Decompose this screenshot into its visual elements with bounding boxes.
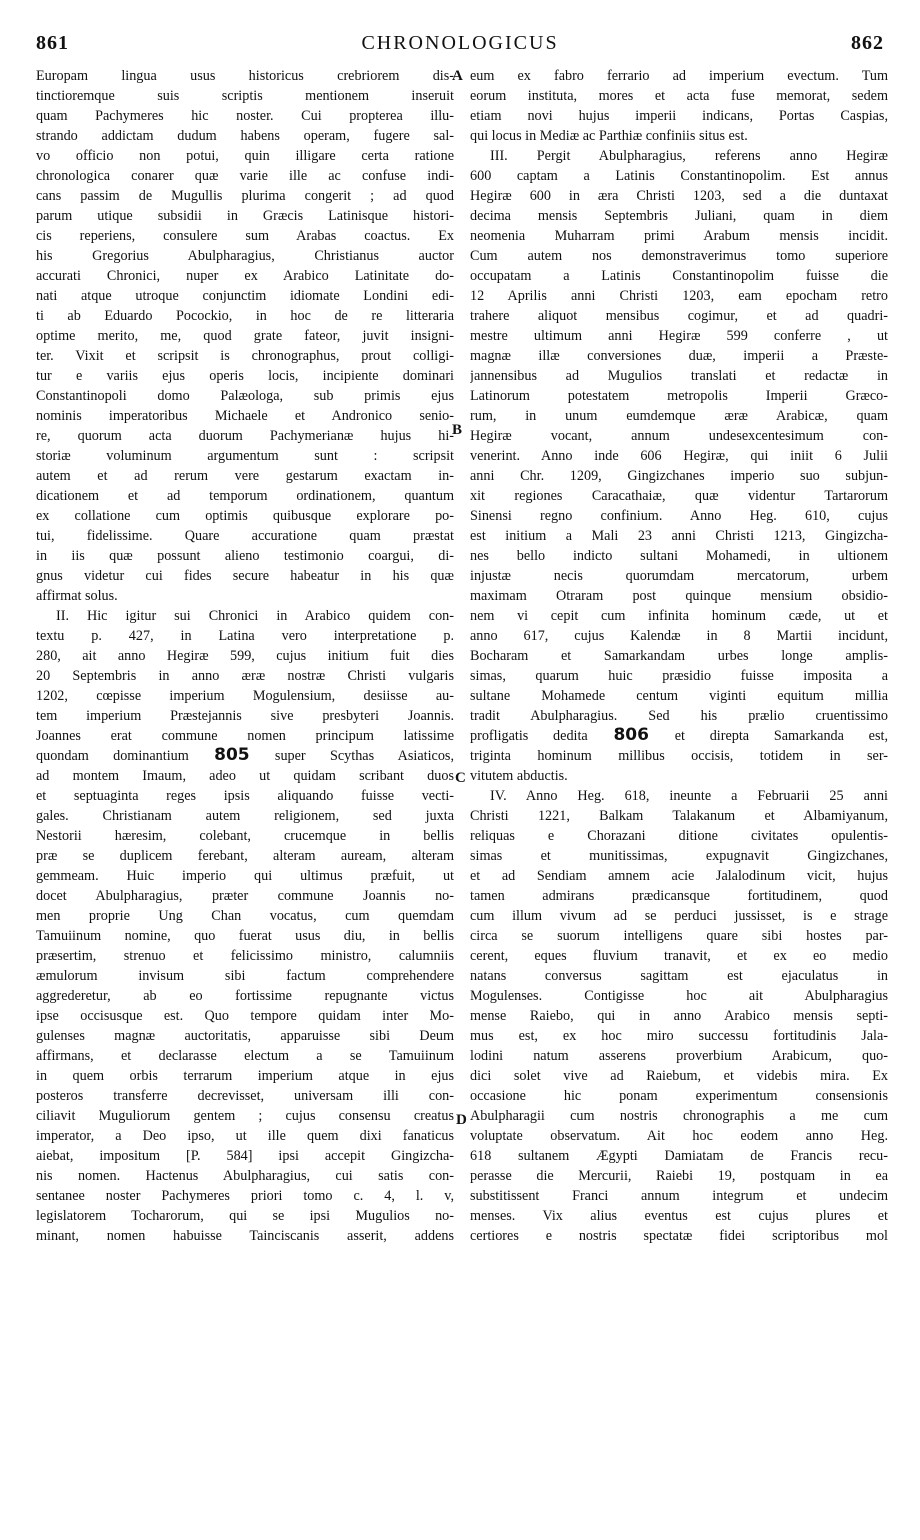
text-line: cerent, eques fluvium tranavit, et ex eo medio (470, 948, 888, 964)
text-line: optime merito, me, quod grate fateor, juvit insigni- (36, 328, 454, 344)
text-line: re, quorum acta duorum Pachymerianæ hujus hi- (36, 428, 454, 444)
text-line: æmulorum invisum sibi factum comprehendere (36, 968, 454, 984)
text-line: strando addictam dudum habens operam, fugere sal- (36, 128, 454, 144)
text-line: II. Hic igitur sui Chronici in Arabico quidem con- (56, 608, 454, 624)
left-text-column (36, 66, 454, 1246)
text-line: Sinensi regno confinium. Anno Heg. 610, cujus (470, 508, 888, 524)
text-line: Abulpharagii cum nostris chronographis a me cum (470, 1108, 888, 1124)
text-line: cans passim de Mugullis plurima congerit ; ad quod (36, 188, 454, 204)
margin-letter-b: B (452, 422, 463, 438)
text-line: lodini natum asserens proverbium Arabicum, quo- (470, 1048, 888, 1064)
text-line: occupatam a Latinis Constantinopolim fuisse die (470, 268, 888, 284)
text-line: dici solet vive ad Raiebum, et videbis mira. Ex (470, 1068, 888, 1084)
text-line: sultane Mohamede centum viginti equitum millia (470, 688, 888, 704)
text-line: accurati Chronici, nuper ex Arabico Latinitate do- (36, 268, 454, 284)
text-line: decima mensis Septembris Juliani, quam in diem (470, 208, 888, 224)
text-line (36, 746, 454, 766)
text-line: præ se duplicem ferebant, alteram auream, alteram (36, 848, 454, 864)
text-line: Constantinopoli domo Palæologa, sub primis ejus (36, 388, 454, 404)
text-line: storiæ voluminum argumentum sunt : scripsit (36, 448, 454, 464)
text-line: 1202, cœpisse imperium Mogulensium, desiisse au- (36, 688, 454, 704)
text-line: ex collatione cum optimis quibusque explorare po- (36, 508, 454, 524)
text-fragment: quondam dominantium (36, 748, 214, 764)
text-line: Tamuiinum nomine, quo fuerat usus diu, in bellis (36, 928, 454, 944)
text-line: 618 sultanem Ægypti Damiatam de Francis recu- (470, 1148, 888, 1164)
text-line: natans conversus sagittam est ejaculatus in (470, 968, 888, 984)
text-line: Hegiræ vocant, annum undesexcentesimum con- (470, 428, 888, 444)
text-line: ter. Vixit et scripsit is chronographus, prout colligi- (36, 348, 454, 364)
text-line: triginta hominum millibus occisis, totidem in ser- (470, 748, 888, 764)
text-line: IV. Anno Heg. 618, ineunte a Februarii 25 anni (490, 788, 888, 804)
text-line: gemmeam. Huic imperio qui ultimus præfuit, ut (36, 868, 454, 884)
text-line: Bocharam et Samarkandam urbes longe amplis- (470, 648, 888, 664)
text-line: occasione hic ponam experimentum consensionis (470, 1088, 888, 1104)
text-line: ipse occisusque est. Quo tempore quidam inter Mo- (36, 1008, 454, 1024)
text-line: posteros transferre decrevisset, universam illi con- (36, 1088, 454, 1104)
text-line: injustæ necis quorumdam mercatorum, urbem (470, 568, 888, 584)
text-line: chronologica conarer quæ varie ille ac confuse indi- (36, 168, 454, 184)
text-line: tur e variis ejus operis locis, incipiente dominari (36, 368, 454, 384)
text-line: Latinorum potestatem metropolis Imperii Græco- (470, 388, 888, 404)
text-line: maximam Otraram post quinque mensium obsidio- (470, 588, 888, 604)
text-line: mestre ultimum anni Hegiræ 599 conferre , ut (470, 328, 888, 344)
margin-letter-d: D (456, 1112, 467, 1128)
text-line: mense Raiebo, qui in anno Arabico mensis septi- (470, 1008, 888, 1024)
text-line: Joannes erat commune nomen principum latissime (36, 728, 454, 744)
text-line: in quem orbis terrarum imperium atque in ejus (36, 1068, 454, 1084)
text-line: men proprie Ung Chan vocatus, cum quemdam (36, 908, 454, 924)
text-line: 20 Septembris in anno æræ nostræ Christi vulgaris (36, 668, 454, 684)
text-line: tamen admirans prædicansque fortitudinem, quod (470, 888, 888, 904)
text-line: tui, fidelissime. Quare accuratione quam præstat (36, 528, 454, 544)
text-line: circa se suorum intelligens quare sibi hostes par- (470, 928, 888, 944)
text-line: gulenses magnæ auctoritatis, apparuisse sibi Deum (36, 1028, 454, 1044)
text-line: venerint. Anno inde 606 Hegiræ, qui iniit 6 Julii (470, 448, 888, 464)
text-line: sentanee noster Pachymeres priori tomo c. 4, l. v, (36, 1188, 454, 1204)
running-head (36, 32, 884, 62)
text-line: magnæ illæ conversiones duæ, imperii a Præste- (470, 348, 888, 364)
text-line: perasse die Mercurii, Raiebi 19, postquam in ea (470, 1168, 888, 1184)
text-line: simas, quarum huic præsidio fuisse imposita a (470, 668, 888, 684)
text-line: aggrederetur, ab eo fortissime repugnante victus (36, 988, 454, 1004)
margin-letter-c: C (455, 770, 466, 786)
margin-letter-a: A (452, 68, 463, 84)
page-number-left: 861 (36, 32, 69, 54)
text-line: textu p. 427, in Latina vero interpretatione p. (36, 628, 454, 644)
text-line: nem vi cepit cum infinita hominum cæde, ut et (470, 608, 888, 624)
text-line: 600 captam a Latinis Constantinopolim. Est annus (470, 168, 888, 184)
running-title: CHRONOLOGICUS (361, 32, 559, 54)
text-line: Hegiræ 600 in æra Christi 1203, sed a die duntaxat (470, 188, 888, 204)
text-line: eum ex fabro ferrario ad imperium evectum. Tum (470, 68, 888, 84)
text-line: nominis imperatoribus Michaele et Andronico senio- (36, 408, 454, 424)
text-line: 12 Aprilis anni Christi 1203, eam epocham retro (470, 288, 888, 304)
text-line (470, 726, 888, 746)
text-line: præsertim, strenuo et felicissimo ministro, calumniis (36, 948, 454, 964)
text-line: tradit Abulpharagius. Sed his prælio cruentissimo (470, 708, 888, 724)
text-line: et ad Sendiam amnem acie Jalalodinum vicit, hujus (470, 868, 888, 884)
text-fragment: super Scythas Asiaticos, (250, 748, 454, 764)
text-fragment: profligatis dedita (470, 728, 613, 744)
column-number-marker: 805 (214, 746, 250, 765)
text-line: nati atque utroque conjunctim idiomate Londini edi- (36, 288, 454, 304)
text-line: nis nomen. Hactenus Abulpharagius, cui satis con- (36, 1168, 454, 1184)
text-line: rum, in unum eumdemque æræ Arabicæ, quam (470, 408, 888, 424)
text-line: Mogulenses. Contigisse hoc ait Abulpharagius (470, 988, 888, 1004)
page-number-right: 862 (851, 32, 884, 54)
text-line: in iis quæ possunt alieno testimonio coargui, di- (36, 548, 454, 564)
text-line: anni Chr. 1209, Gingizchanes imperio suo subjun- (470, 468, 888, 484)
text-line: cis reperiens, consulere sum Arabas coactus. Ex (36, 228, 454, 244)
text-line: imperator, a Deo ipso, ut ille quem dixi fanaticus (36, 1128, 454, 1144)
text-line: xit regiones Caracathaiæ, quæ videntur Tartarorum (470, 488, 888, 504)
text-line: certiores e nostris spectatæ fidei scriptoribus mol (470, 1228, 888, 1244)
text-line: simas et munitissimas, expugnavit Gingizchanes, (470, 848, 888, 864)
text-line: docet Abulpharagius, præter commune Joannis no- (36, 888, 454, 904)
text-line: trahere aliquot mensibus cogimur, et ad quadri- (470, 308, 888, 324)
text-line: ad montem Imaum, adeo ut quidam scribant duos (36, 768, 454, 784)
text-line: ciliavit Muguliorum gentem ; cujus consensu creatus (36, 1108, 454, 1124)
text-line: dicationem et ad temporum ordinationem, quantum (36, 488, 454, 504)
text-line: affirmat solus. (36, 588, 118, 604)
text-line: et septuaginta reges ipsis aliquando fuisse vecti- (36, 788, 454, 804)
text-line: minant, nomen habuisse Tainciscanis asserit, addens (36, 1228, 454, 1244)
text-line: vo officio non potui, quin illigare certa ratione (36, 148, 454, 164)
text-line: cum illum vivum ad se perduci jussisset, is e strage (470, 908, 888, 924)
text-line: tinctioremque suis scriptis mentionem inseruit (36, 88, 454, 104)
text-line: quam Pachymeres hic noster. Cui propterea illu- (36, 108, 454, 124)
text-line: autem et ad rerum vere gestarum exactam in- (36, 468, 454, 484)
text-line: Nestorii hæresim, colebant, crucemque in bellis (36, 828, 454, 844)
text-line: gnus videtur cui fides secure habeatur in his quæ (36, 568, 454, 584)
column-number-marker: 806 (613, 726, 649, 745)
text-line: ti ab Eduardo Pocockio, in hoc de re litteraria (36, 308, 454, 324)
text-line: menses. Vix alius eventus est cujus plures et (470, 1208, 888, 1224)
text-fragment: et direpta Samarkanda est, (649, 728, 888, 744)
text-line: tem imperium Præstejannis sive presbyteri Joannis. (36, 708, 454, 724)
text-line: Cum autem nos demonstraverimus tomo superiore (470, 248, 888, 264)
text-line: est initium a Mali 23 anni Christi 1213, Gingizcha- (470, 528, 888, 544)
text-line: jannensibus ad Mugulios translati et redactæ in (470, 368, 888, 384)
text-line: his Gregorius Abulpharagius, Christianus auctor (36, 248, 454, 264)
text-line: Europam lingua usus historicus crebriorem dis- (36, 68, 454, 84)
text-line: voluptate observatum. Ait hoc eodem anno Heg. (470, 1128, 888, 1144)
text-line: III. Pergit Abulpharagius, referens anno Hegiræ (490, 148, 888, 164)
text-line: gales. Christianam autem religionem, sed juxta (36, 808, 454, 824)
text-line: nes bello indicto sultani Mohamedi, in ultionem (470, 548, 888, 564)
text-line: etiam novi hujus imperii indicans, Portas Caspias, (470, 108, 888, 124)
text-line: parum utique subsidii in Græcis Latinisque histori- (36, 208, 454, 224)
text-line: anno 617, cujus Kalendæ in 8 Martii incidunt, (470, 628, 888, 644)
text-line: reliquas e Chorazani ditione civitates opulentis- (470, 828, 888, 844)
text-line: 280, ait anno Hegiræ 599, cujus initium fuit dies (36, 648, 454, 664)
text-line: neomenia Muharram primi Arabum mensis incidit. (470, 228, 888, 244)
text-line: affirmans, et declarasse electum a se Tamuiinum (36, 1048, 454, 1064)
text-line: vitutem abductis. (470, 768, 568, 784)
text-line: legislatorem Tocharorum, qui se ipsi Mugulios no- (36, 1208, 454, 1224)
text-line: substitissent Franci annum integrum et undecim (470, 1188, 888, 1204)
text-line: aiebat, impositum [P. 584] ipsi accepit Gingizcha- (36, 1148, 454, 1164)
text-line: qui locus in Mediæ ac Parthiæ confiniis situs est. (470, 128, 748, 144)
text-line: mus est, ex hoc miro successu fortitudinis Jala- (470, 1028, 888, 1044)
text-line: Christi 1221, Balkam Talakanum et Albamiyanum, (470, 808, 888, 824)
right-text-column (470, 66, 888, 1246)
text-line: eorum instituta, mores et acta fuse memorat, sedem (470, 88, 888, 104)
